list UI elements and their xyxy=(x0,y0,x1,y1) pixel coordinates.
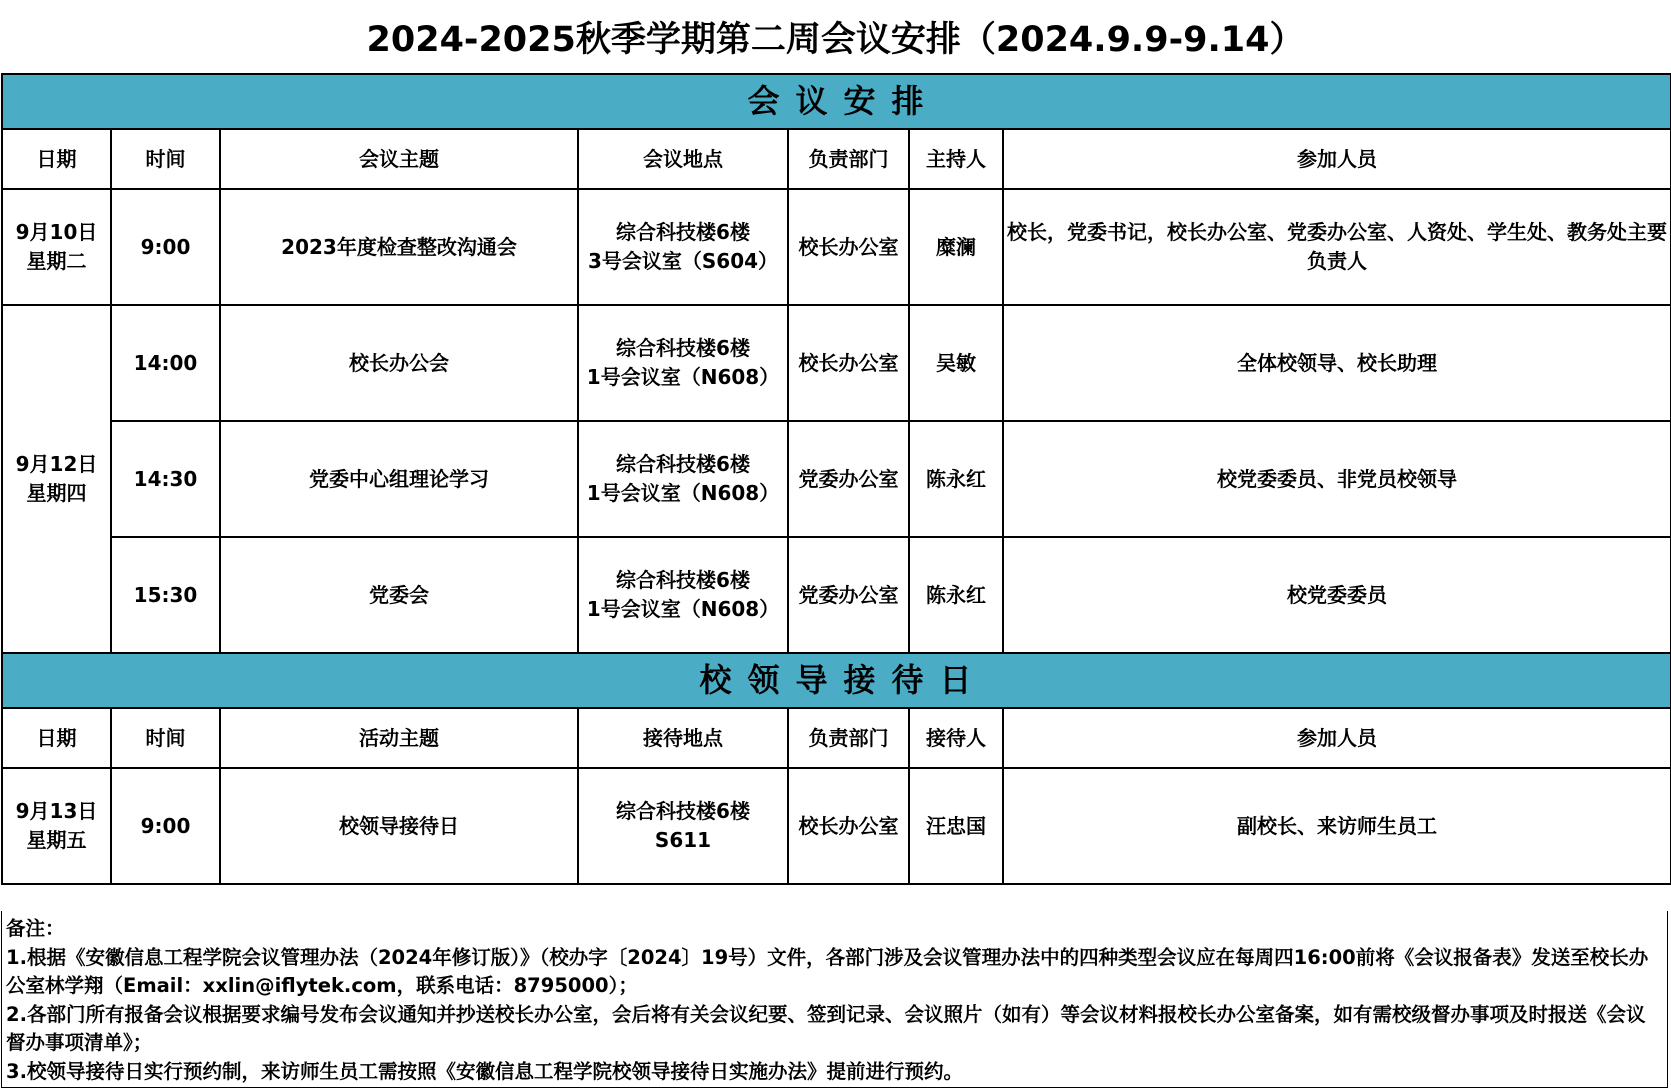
department-cell: 党委办公室 xyxy=(788,537,909,653)
location-cell xyxy=(578,189,788,305)
time-cell: 14:30 xyxy=(111,421,220,537)
department-cell: 校长办公室 xyxy=(788,305,909,421)
host-cell: 陈永红 xyxy=(909,421,1003,537)
header-host: 主持人 xyxy=(909,129,1003,189)
note-item: 2.各部门所有报备会议根据要求编号发布会议通知并抄送校长办公室，会后将有关会议纪要、签到记录、会议照片（如有）等会议材料报校长办公室备案，如有需校级督办事项及时报送《会议督办事项清单》； xyxy=(6,1002,1646,1055)
note-item: 1.根据《安徽信息工程学院会议管理办法（2024年修订版）》（校办字〔2024〕19号）文件，各部门涉及会议管理办法中的四种类型会议应在每周四16:00前将《会议报备表》发送至校长办公室林学翔（Email：xxlin@iflytek.com，联系电话：8795000）； xyxy=(6,945,1649,998)
notes-label: 备注： xyxy=(6,917,65,940)
weekday: 星期五 xyxy=(26,828,87,852)
page-title: 2024-2025秋季学期第二周会议安排（2024.9.9-9.14） xyxy=(366,20,1305,60)
time-cell: 15:30 xyxy=(111,537,220,653)
location-building: 综合科技楼6楼 xyxy=(616,799,750,823)
host-cell: 吴敏 xyxy=(909,305,1003,421)
date-cell xyxy=(2,189,111,305)
header-topic: 会议主题 xyxy=(220,129,578,189)
attendees-cell: 校党委委员、非党员校领导 xyxy=(1003,421,1671,537)
table-row xyxy=(2,189,1671,305)
reception-header-row xyxy=(2,708,1671,768)
meetings-section-title: 会议安排 xyxy=(2,74,1671,129)
time-cell: 9:00 xyxy=(111,768,220,884)
location-room: S611 xyxy=(654,828,712,852)
header-time: 时间 xyxy=(111,708,220,768)
table-row xyxy=(2,768,1671,884)
date-cell xyxy=(2,768,111,884)
time-cell: 9:00 xyxy=(111,189,220,305)
attendees-cell: 副校长、来访师生员工 xyxy=(1003,768,1671,884)
location-cell xyxy=(578,305,788,421)
location-cell xyxy=(578,768,788,884)
weekday: 星期四 xyxy=(26,481,87,505)
topic-cell: 校领导接待日 xyxy=(220,768,578,884)
table-row xyxy=(2,421,1671,537)
date: 9月10日 xyxy=(15,220,98,244)
header-date: 日期 xyxy=(2,708,111,768)
location-building: 综合科技楼6楼 xyxy=(616,220,750,244)
attendees-cell: 校党委委员 xyxy=(1003,537,1671,653)
host-cell: 汪忠国 xyxy=(909,768,1003,884)
notes-section xyxy=(1,911,1668,1088)
schedule-table xyxy=(1,73,1671,885)
location-room: 3号会议室（S604） xyxy=(587,249,779,273)
table-row xyxy=(2,537,1671,653)
location-room: 1号会议室（N608） xyxy=(586,365,780,389)
table-row xyxy=(2,305,1671,421)
location-cell xyxy=(578,421,788,537)
attendees-cell: 全体校领导、校长助理 xyxy=(1003,305,1671,421)
date-cell xyxy=(2,305,111,653)
topic-cell: 校长办公会 xyxy=(220,305,578,421)
header-activity: 活动主题 xyxy=(220,708,578,768)
weekday: 星期二 xyxy=(26,249,87,273)
note-item: 3.校领导接待日实行预约制，来访师生员工需按照《安徽信息工程学院校领导接待日实施办法》提前进行预约。 xyxy=(6,1059,963,1083)
header-attendees: 参加人员 xyxy=(1003,129,1671,189)
header-location: 接待地点 xyxy=(578,708,788,768)
topic-cell: 党委中心组理论学习 xyxy=(220,421,578,537)
topic-cell: 党委会 xyxy=(220,537,578,653)
header-date: 日期 xyxy=(2,129,111,189)
header-receiver: 接待人 xyxy=(909,708,1003,768)
date: 9月12日 xyxy=(15,452,98,476)
reception-section-title: 校领导接待日 xyxy=(2,653,1671,708)
location-cell xyxy=(578,537,788,653)
location-building: 综合科技楼6楼 xyxy=(616,452,750,476)
topic-cell: 2023年度检查整改沟通会 xyxy=(220,189,578,305)
header-department: 负责部门 xyxy=(788,708,909,768)
location-building: 综合科技楼6楼 xyxy=(616,568,750,592)
location-building: 综合科技楼6楼 xyxy=(616,336,750,360)
header-attendees: 参加人员 xyxy=(1003,708,1671,768)
time-cell: 14:00 xyxy=(111,305,220,421)
location-room: 1号会议室（N608） xyxy=(586,481,780,505)
location-room: 1号会议室（N608） xyxy=(586,597,780,621)
attendees-cell: 校长，党委书记，校长办公室、党委办公室、人资处、学生处、教务处主要负责人 xyxy=(1003,189,1671,305)
header-department: 负责部门 xyxy=(788,129,909,189)
date: 9月13日 xyxy=(15,799,98,823)
department-cell: 党委办公室 xyxy=(788,421,909,537)
host-cell: 糜澜 xyxy=(909,189,1003,305)
department-cell: 校长办公室 xyxy=(788,189,909,305)
department-cell: 校长办公室 xyxy=(788,768,909,884)
meetings-header-row xyxy=(2,129,1671,189)
header-location: 会议地点 xyxy=(578,129,788,189)
host-cell: 陈永红 xyxy=(909,537,1003,653)
header-time: 时间 xyxy=(111,129,220,189)
